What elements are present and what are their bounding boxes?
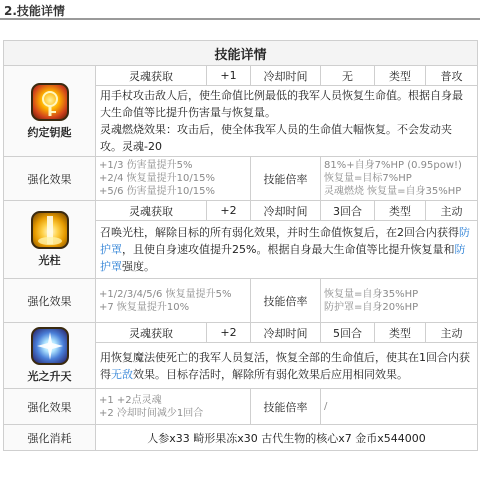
skill-1-desc-text: 用手杖攻击敌人后，使生命值比例最低的我军人员恢复生命值。根据自身最大生命值等比提升伤害量与恢复量。 <box>100 89 463 119</box>
skill-2-soul-label: 灵魂获取 <box>96 201 207 221</box>
materials-label: 强化消耗 <box>4 425 96 451</box>
skill-1-multiplier-item: 灵魂燃烧 恢复量=自身35%HP <box>324 186 462 197</box>
skill-1-cooldown-value: 无 <box>321 66 375 86</box>
skill-3-cooldown-label: 冷却时间 <box>251 323 321 343</box>
section-header <box>0 0 480 20</box>
skill-1-type-value: 普攻 <box>426 66 478 86</box>
skill-2-soul-value: +2 <box>207 201 251 221</box>
skill-3-multiplier-value: / <box>321 389 478 425</box>
skill-2-type-label: 类型 <box>375 201 426 221</box>
skill-1-multiplier-list <box>321 157 478 201</box>
skill-3-desc-text: 效果。目标存活时，解除所有弱化效果后应用相同效果。 <box>133 367 408 381</box>
skill-3-enhance-row <box>4 389 478 425</box>
shield-keyword[interactable]: 防护罩 <box>100 226 470 256</box>
skill-1-type-label: 类型 <box>375 66 426 86</box>
skill-1-name: 约定钥匙 <box>27 125 72 139</box>
skill-2-meta-row <box>4 201 478 221</box>
skill-1-enhance-list <box>96 157 251 201</box>
skill-2-desc-text: 强度。 <box>122 260 155 273</box>
skill-3-soul-value: +2 <box>207 323 251 343</box>
skill-1-description <box>96 86 478 157</box>
skill-2-name: 光柱 <box>38 254 61 267</box>
skill-2-multiplier-list <box>321 279 478 323</box>
skill-2-enhance-row <box>4 279 478 323</box>
skill-3-cooldown-value: 5回合 <box>321 323 375 343</box>
skill-2-enhance-label: 强化效果 <box>4 279 96 323</box>
skill-2-desc-text: 召唤光柱，解除目标的所有弱化效果，并时生命值恢复后，在2回合内获得 <box>100 226 459 239</box>
skill-2-cooldown-value: 3回合 <box>321 201 375 221</box>
light-pillar-icon <box>31 211 69 249</box>
skill-3-type-label: 类型 <box>375 323 426 343</box>
skill-2-enhance-list <box>96 279 251 323</box>
materials-value: 人参x33 畸形果冻x30 古代生物的核心x7 金币x544000 <box>96 425 478 451</box>
skill-1-soul-value: +1 <box>207 66 251 86</box>
skill-1-multiplier-item: 恢复量=目标7%HP <box>324 173 412 184</box>
skill-2-enhance-item: +7 恢复量提升10% <box>99 301 190 313</box>
skill-1-enhance-item: +1/3 伤害量提升5% <box>99 160 193 171</box>
skill-2-desc-text: ，且使自身速攻值提升25%。根据自身最大生命值等比提升恢复量和 <box>122 243 455 256</box>
skill-1-icon-cell <box>4 66 96 157</box>
skill-3-multiplier-label: 技能倍率 <box>251 389 321 425</box>
skill-3-name: 光之升天 <box>27 370 72 383</box>
skill-3-icon-cell <box>4 323 96 389</box>
skill-1-enhance-item: +2/4 恢复量提升10/15% <box>99 173 215 184</box>
invincible-keyword[interactable]: 无敌 <box>111 367 133 381</box>
shield-keyword[interactable]: 防护罩 <box>100 243 466 273</box>
table-title-row <box>4 41 478 66</box>
skill-2-multiplier-label: 技能倍率 <box>251 279 321 323</box>
skill-3-enhance-item: +2 冷却时间减少1回合 <box>99 407 204 419</box>
skill-2-multiplier-item: 恢复量=自身35%HP <box>324 288 419 300</box>
skill-1-enhance-label: 强化效果 <box>4 157 96 201</box>
key-icon <box>31 83 69 121</box>
skill-3-meta-row <box>4 323 478 343</box>
skill-3-enhance-label: 强化效果 <box>4 389 96 425</box>
skill-1-multiplier-item: 81%+自身7%HP (0.95pow!) <box>324 160 462 171</box>
skill-2-type-value: 主动 <box>426 201 478 221</box>
skill-details-table <box>3 40 478 451</box>
skill-3-enhance-item: +1 +2点灵魂 <box>99 394 162 406</box>
skill-3-soul-label: 灵魂获取 <box>96 323 207 343</box>
skill-1-cooldown-label: 冷却时间 <box>251 66 321 86</box>
table-title: 技能详情 <box>4 41 478 66</box>
skill-3-desc-text: 用恢复魔法使死亡的我军人员复活，恢复全部的生命值后，使其在1回合内获得 <box>100 350 470 381</box>
materials-row <box>4 425 478 451</box>
skill-2-icon-cell <box>4 201 96 279</box>
ascension-icon <box>31 327 69 365</box>
skill-2-enhance-item: +1/2/3/4/5/6 恢复量提升5% <box>99 288 232 300</box>
skill-2-cooldown-label: 冷却时间 <box>251 201 321 221</box>
skill-2-description <box>96 221 478 279</box>
skill-3-description <box>96 343 478 389</box>
skill-1-meta-row <box>4 66 478 86</box>
skill-1-soulburn-text: 灵魂燃烧效果：攻击后，使全体我军人员的生命值大幅恢复。不会发动夹攻。灵魂-20 <box>100 123 452 153</box>
skill-2-multiplier-item: 防护罩=自身20%HP <box>324 301 419 313</box>
skill-1-enhance-item: +5/6 伤害量提升10/15% <box>99 186 215 197</box>
skill-1-enhance-row <box>4 157 478 201</box>
skill-1-soul-label: 灵魂获取 <box>96 66 207 86</box>
section-title: 2.技能详情 <box>4 4 65 18</box>
skill-3-type-value: 主动 <box>426 323 478 343</box>
skill-3-enhance-list <box>96 389 251 425</box>
skill-1-multiplier-label: 技能倍率 <box>251 157 321 201</box>
